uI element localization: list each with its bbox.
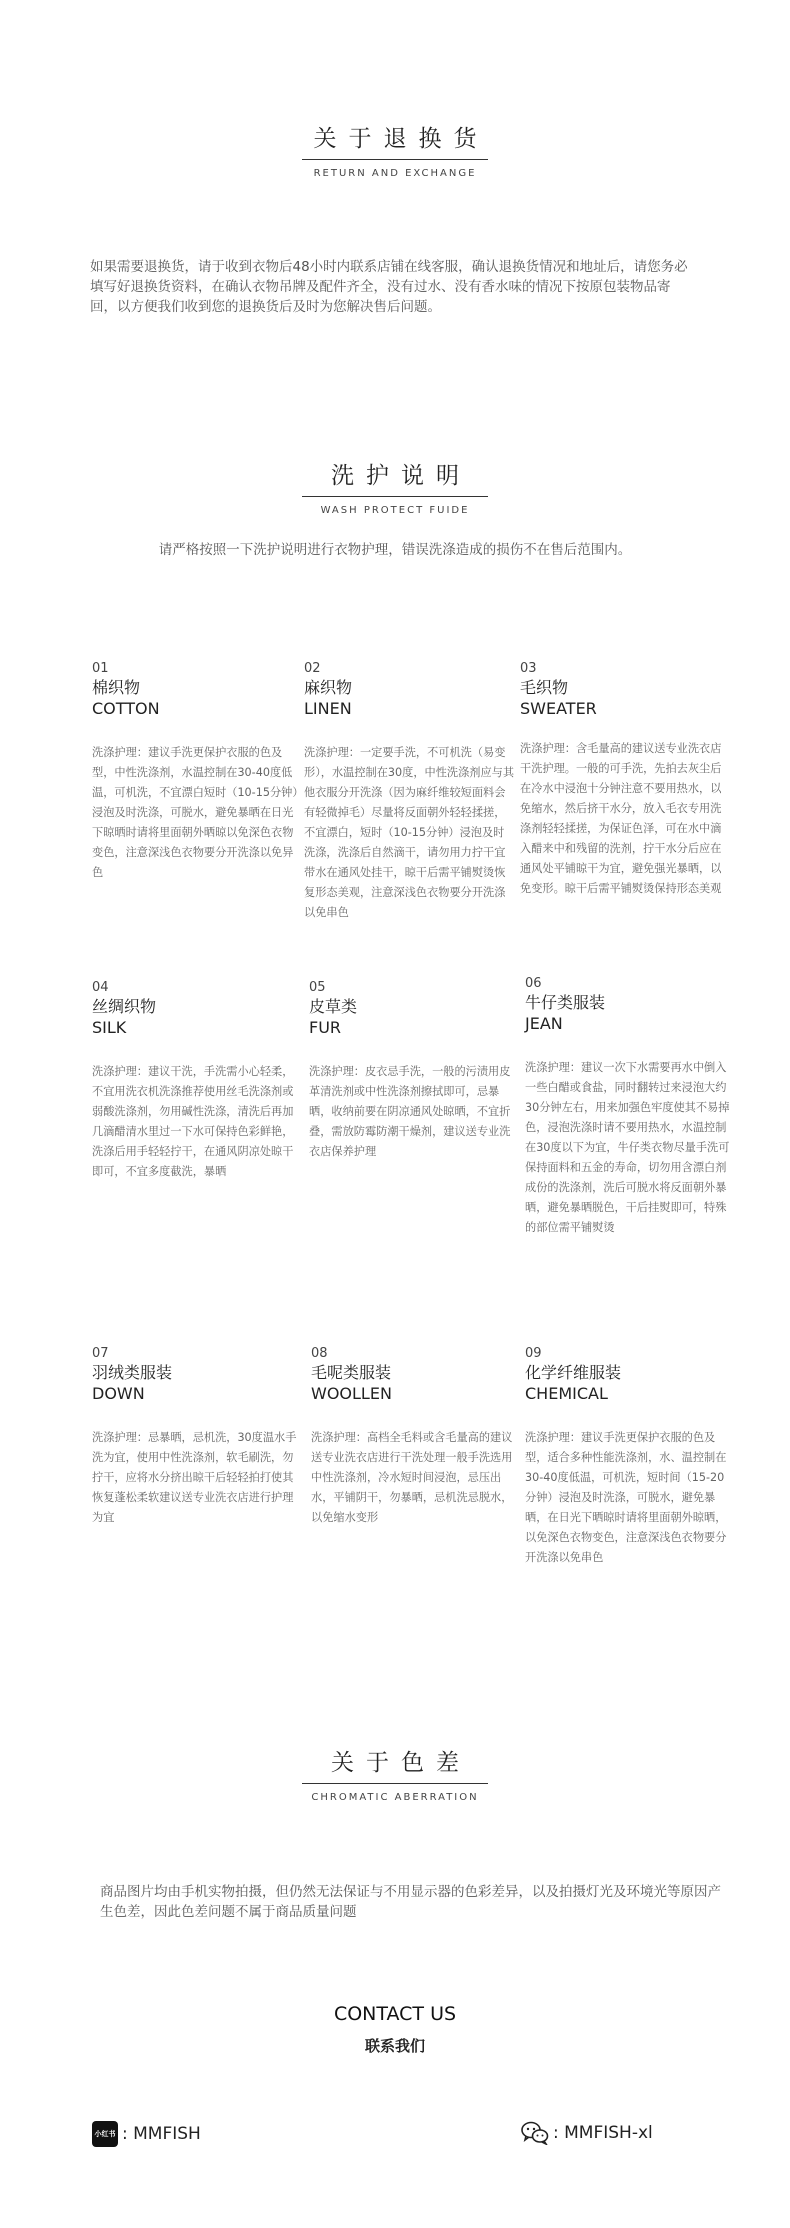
color-heading (0, 1744, 790, 1803)
care-item-name-en: FUR (309, 1018, 342, 1037)
care-item-fur (309, 980, 519, 1162)
care-item-name-en: DOWN (92, 1384, 145, 1403)
care-item-name-en: SILK (92, 1018, 127, 1037)
care-item-name-en: WOOLLEN (311, 1384, 392, 1403)
care-item-desc: 洗涤护理：含毛量高的建议送专业洗衣店干洗护理。一般的可手洗，先拍去灰尘后在冷水中浸泡十分钟注意不要用热水，以免缩水，然后挤干水分，放入毛衣专用洗涤剂轻轻揉搓，为保证色泽，可在水中滴入醋来中和残留的洗剂，拧干水分后应在通风处平铺晾干为宜，避免强光暴晒，以免变形。晾干后需平铺熨烫保持形态美观 (520, 742, 722, 895)
contact-subtitle: 联系我们 (364, 2037, 425, 2055)
care-title-en: WASH PROTECT FUIDE (320, 505, 470, 516)
care-item-name-cn: 羽绒类服装 (92, 1363, 173, 1382)
care-item-jean (525, 976, 735, 1238)
care-item-number: 03 (520, 661, 537, 676)
returns-body: 如果需要退换货，请于收到衣物后48小时内联系店铺在线客服，确认退换货情况和地址后，请您务必填写好退换货资料，在确认衣物吊牌及配件齐全，没有过水、没有香水味的情况下按原包装物品寄回，以方便我们收到您的退换货后及时为您解决售后问题。 (90, 259, 688, 315)
care-item-desc: 洗涤护理：高档全毛料或含毛量高的建议送专业洗衣店进行干洗处理一般手洗选用中性洗涤剂，冷水短时间浸泡，忌压出水，平铺阴干，勿暴晒，忌机洗忌脱水，以免缩水变形 (311, 1431, 513, 1524)
care-item-number: 06 (525, 976, 542, 991)
returns-title-en: RETURN AND EXCHANGE (313, 168, 477, 179)
care-item-name-cn: 牛仔类服装 (525, 993, 606, 1012)
care-item-down (92, 1346, 302, 1528)
care-item-name-cn: 毛织物 (520, 678, 569, 697)
returns-title-cn: 关于退换货 (313, 126, 489, 152)
care-item-name-cn: 丝绸织物 (92, 997, 157, 1016)
care-item-number: 01 (92, 661, 109, 676)
care-item-chemical (525, 1346, 735, 1568)
care-item-desc: 洗涤护理：建议手洗更保护衣服的色及型，适合多种性能洗涤剂，水、温控制在30-40度低温，可机洗，短时间（15-20分钟）浸泡及时洗涤，可脱水，避免暴晒，在日光下晒晾时请将里面朝外晾晒，以免深色衣物变色，注意深浅色衣物要分开洗涤以免串色 (525, 1431, 727, 1564)
wechat-contact (521, 2121, 653, 2145)
care-item-name-en: CHEMICAL (525, 1384, 608, 1403)
care-item-name-en: LINEN (304, 699, 352, 718)
care-item-sweater (520, 661, 730, 899)
wechat-handle: : MMFISH-xl (553, 2123, 653, 2143)
care-item-linen (304, 661, 514, 923)
care-item-name-cn: 皮草类 (309, 997, 358, 1016)
returns-title-rule (302, 159, 488, 160)
care-item-name-cn: 棉织物 (92, 678, 141, 697)
returns-heading (0, 120, 790, 179)
care-item-number: 08 (311, 1346, 328, 1361)
care-item-desc: 洗涤护理：忌暴晒，忌机洗，30度温水手洗为宜，使用中性洗涤剂，软毛刷洗，勿拧干，应将水分挤出晾干后轻轻拍打使其恢复蓬松柔软建议送专业洗衣店进行护理为宜 (92, 1431, 297, 1524)
care-item-name-en: COTTON (92, 699, 160, 718)
care-item-woollen (311, 1346, 521, 1528)
color-title-cn: 关于色差 (331, 1750, 471, 1776)
color-body: 商品图片均由手机实物拍摄，但仍然无法保证与不用显示器的色彩差异，以及拍摄灯光及环境光等原因产生色差，因此色差问题不属于商品质量问题 (100, 1884, 721, 1920)
care-item-desc: 洗涤护理：皮衣忌手洗，一般的污渍用皮革清洗剂或中性洗涤剂擦拭即可，忌暴晒，收纳前要在阴凉通风处晾晒，不宜折叠，需放防霉防潮干燥剂，建议送专业洗衣店保养护理 (309, 1065, 511, 1158)
care-item-number: 05 (309, 980, 326, 995)
care-item-number: 02 (304, 661, 321, 676)
care-item-name-cn: 化学纤维服装 (525, 1363, 622, 1382)
care-title-cn: 洗护说明 (331, 463, 471, 489)
xiaohongshu-icon: 小红书 (92, 2121, 118, 2147)
care-title-rule (302, 496, 488, 497)
care-item-number: 04 (92, 980, 109, 995)
care-item-name-cn: 麻织物 (304, 678, 353, 697)
care-item-number: 07 (92, 1346, 109, 1361)
xiaohongshu-handle: : MMFISH (122, 2124, 201, 2144)
care-item-name-cn: 毛呢类服装 (311, 1363, 392, 1382)
care-item-name-en: SWEATER (520, 699, 597, 718)
color-title-rule (302, 1783, 488, 1784)
xiaohongshu-contact (92, 2121, 201, 2147)
contact-title: CONTACT US (333, 2003, 457, 2025)
care-item-silk (92, 980, 302, 1182)
care-item-desc: 洗涤护理：建议手洗更保护衣服的色及型，中性洗涤剂，水温控制在30-40度低温，可机洗，不宜漂白短时（10-15分钟）浸泡及时洗涤，可脱水，避免暴晒在日光下晾晒时请将里面朝外晒晾以免深色衣物变色，注意深浅色衣物要分开洗涤以免异色 (92, 746, 298, 879)
care-item-number: 09 (525, 1346, 542, 1361)
care-heading (0, 457, 790, 516)
care-item-desc: 洗涤护理：一定要手洗，不可机洗（易变形），水温控制在30度，中性洗涤剂应与其他衣服分开洗涤（因为麻纤维较短面料会有轻微掉毛）尽量将反面朝外轻轻揉搓，不宜漂白，短时（10-15分钟）浸泡及时洗涤，洗涤后自然滴干，请勿用力拧干宜带水在通风处挂干，晾干后需平铺熨烫恢复形态美观，注意深浅色衣物要分开洗涤以免串色 (304, 746, 515, 919)
care-item-cotton (92, 661, 302, 883)
color-title-en: CHROMATIC ABERRATION (311, 1792, 479, 1803)
care-item-name-en: JEAN (525, 1014, 563, 1033)
care-item-desc: 洗涤护理：建议干洗，手洗需小心轻柔，不宜用洗衣机洗涤推荐使用丝毛洗涤剂或弱酸洗涤剂，勿用碱性洗涤，清洗后再加几滴醋清水里过一下水可保持色彩鲜艳，洗涤后用手轻轻拧干，在通风阴凉处晾干即可，不宜多度截洗，暴晒 (92, 1065, 294, 1178)
wechat-icon (521, 2121, 549, 2145)
care-intro: 请严格按照一下洗护说明进行衣物护理，错误洗涤造成的损伤不在售后范围内。 (158, 542, 632, 558)
care-item-desc: 洗涤护理：建议一次下水需要再水中倒入一些白醋或食盐，同时翻转过来浸泡大约30分钟左右，用来加强色牢度使其不易掉色，浸泡洗涤时请不要用热水，水温控制在30度以下为宜，牛仔类衣物尽量手洗可保持面料和五金的寿命，切勿用含漂白剂成份的洗涤剂，洗后可脱水将反面朝外暴晒，避免暴晒脱色，干后挂熨即可，特殊的部位需平铺熨烫 (525, 1061, 730, 1234)
